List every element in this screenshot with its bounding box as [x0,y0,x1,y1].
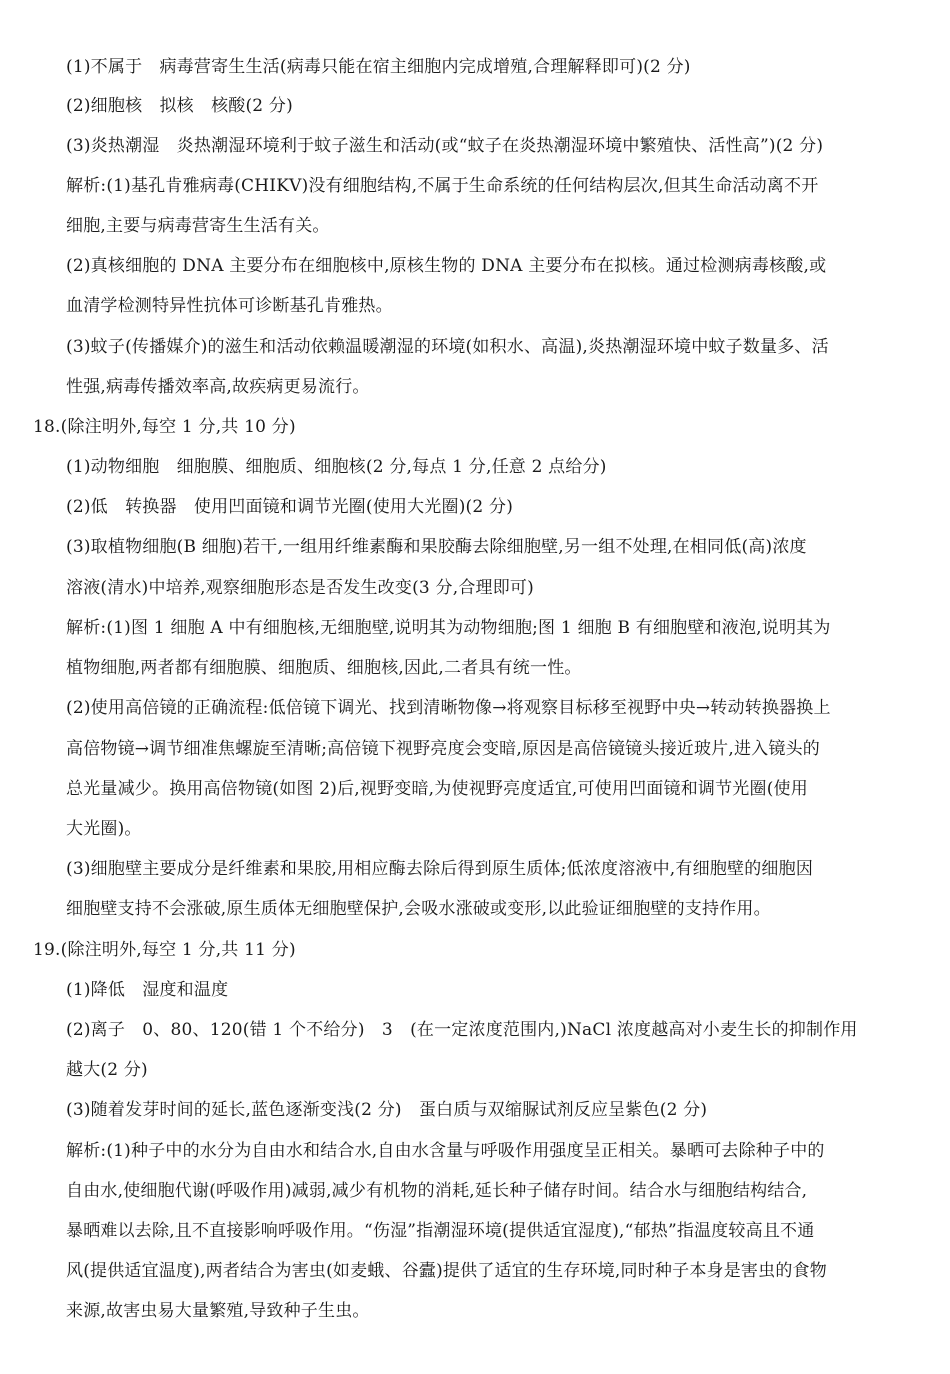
q18-analysis-line: 高倍物镜→调节细准焦螺旋至清晰;高倍镜下视野亮度会变暗,原因是高倍镜镜头接近玻片,进入镜头的 [66,739,820,759]
q18-answer-2: (2)低 转换器 使用凹面镜和调节光圈(使用大光圈)(2 分) [66,497,514,517]
q18-analysis-line: (3)细胞壁主要成分是纤维素和果胶,用相应酶去除后得到原生质体;低浓度溶液中,有细胞壁的细胞因 [66,859,814,879]
q18-analysis-line: 细胞壁支持不会涨破,原生质体无细胞壁保护,会吸水涨破或变形,以此验证细胞壁的支持作用。 [66,899,771,919]
q17-analysis-line: 血清学检测特异性抗体可诊断基孔肯雅热。 [66,296,393,316]
q18-analysis-line: 解析:(1)图 1 细胞 A 中有细胞核,无细胞壁,说明其为动物细胞;图 1 细胞 B 有细胞壁和液泡,说明其为 [66,618,831,638]
q19-answer-2-cont: 越大(2 分) [66,1060,148,1080]
q19-answer-1: (1)降低 湿度和温度 [66,980,229,1000]
q17-answer-2: (2)细胞核 拟核 核酸(2 分) [66,96,293,116]
q17-analysis-line: 细胞,主要与病毒营寄生生活有关。 [66,216,330,236]
q17-analysis-line: 性强,病毒传播效率高,故疾病更易流行。 [66,377,370,397]
q17-analysis-line: (2)真核细胞的 DNA 主要分布在细胞核中,原核生物的 DNA 主要分布在拟核。通过检测病毒核酸,或 [66,256,827,276]
q17-analysis-line: 解析:(1)基孔肯雅病毒(CHIKV)没有细胞结构,不属于生命系统的任何结构层次,但其生命活动离不开 [66,176,819,196]
q19-header: 19.(除注明外,每空 1 分,共 11 分) [33,940,296,960]
q18-analysis-line: 总光量减少。换用高倍物镜(如图 2)后,视野变暗,为使视野亮度适宜,可使用凹面镜和调节光圈(使用 [66,779,808,799]
q17-answer-3: (3)炎热潮湿 炎热潮湿环境利于蚊子滋生和活动(或“蚊子在炎热潮湿环境中繁殖快、活性高”)(2 分) [66,136,824,156]
q19-analysis-line: 来源,故害虫易大量繁殖,导致种子生虫。 [66,1301,370,1321]
q17-analysis-line: (3)蚊子(传播媒介)的滋生和活动依赖温暖潮湿的环境(如积水、高温),炎热潮湿环境中蚊子数量多、活 [66,337,829,357]
q17-answer-1: (1)不属于 病毒营寄生生活(病毒只能在宿主细胞内完成增殖,合理解释即可)(2 分) [66,57,691,77]
q18-answer-3: (3)取植物细胞(B 细胞)若干,一组用纤维素酶和果胶酶去除细胞壁,另一组不处理,在相同低(高)浓度 [66,537,807,557]
q19-answer-2: (2)离子 0、80、120(错 1 个不给分) 3 (在一定浓度范围内,)NaCl 浓度越高对小麦生长的抑制作用 [66,1020,858,1040]
q19-analysis-line: 自由水,使细胞代谢(呼吸作用)减弱,减少有机物的消耗,延长种子储存时间。结合水与细胞结构结合, [66,1181,808,1201]
q18-header: 18.(除注明外,每空 1 分,共 10 分) [33,417,296,437]
q18-answer-3-cont: 溶液(清水)中培养,观察细胞形态是否发生改变(3 分,合理即可) [66,578,534,598]
q18-analysis-line: (2)使用高倍镜的正确流程:低倍镜下调光、找到清晰物像→将观察目标移至视野中央→转动转换器换上 [66,698,831,718]
q19-analysis-line: 风(提供适宜温度),两者结合为害虫(如麦蛾、谷蠹)提供了适宜的生存环境,同时种子本身是害虫的食物 [66,1261,827,1281]
q19-analysis-line: 暴晒难以去除,且不直接影响呼吸作用。“伤湿”指潮湿环境(提供适宜湿度),“郁热”指温度较高且不通 [66,1221,815,1241]
q19-answer-3: (3)随着发芽时间的延长,蓝色逐渐变浅(2 分) 蛋白质与双缩脲试剂反应呈紫色(2 分) [66,1100,708,1120]
q18-answer-1: (1)动物细胞 细胞膜、细胞质、细胞核(2 分,每点 1 分,任意 2 点给分) [66,457,607,477]
q18-analysis-line: 大光圈)。 [66,819,142,839]
q18-analysis-line: 植物细胞,两者都有细胞膜、细胞质、细胞核,因此,二者具有统一性。 [66,658,582,678]
q19-analysis-line: 解析:(1)种子中的水分为自由水和结合水,自由水含量与呼吸作用强度呈正相关。暴晒可去除种子中的 [66,1141,825,1161]
